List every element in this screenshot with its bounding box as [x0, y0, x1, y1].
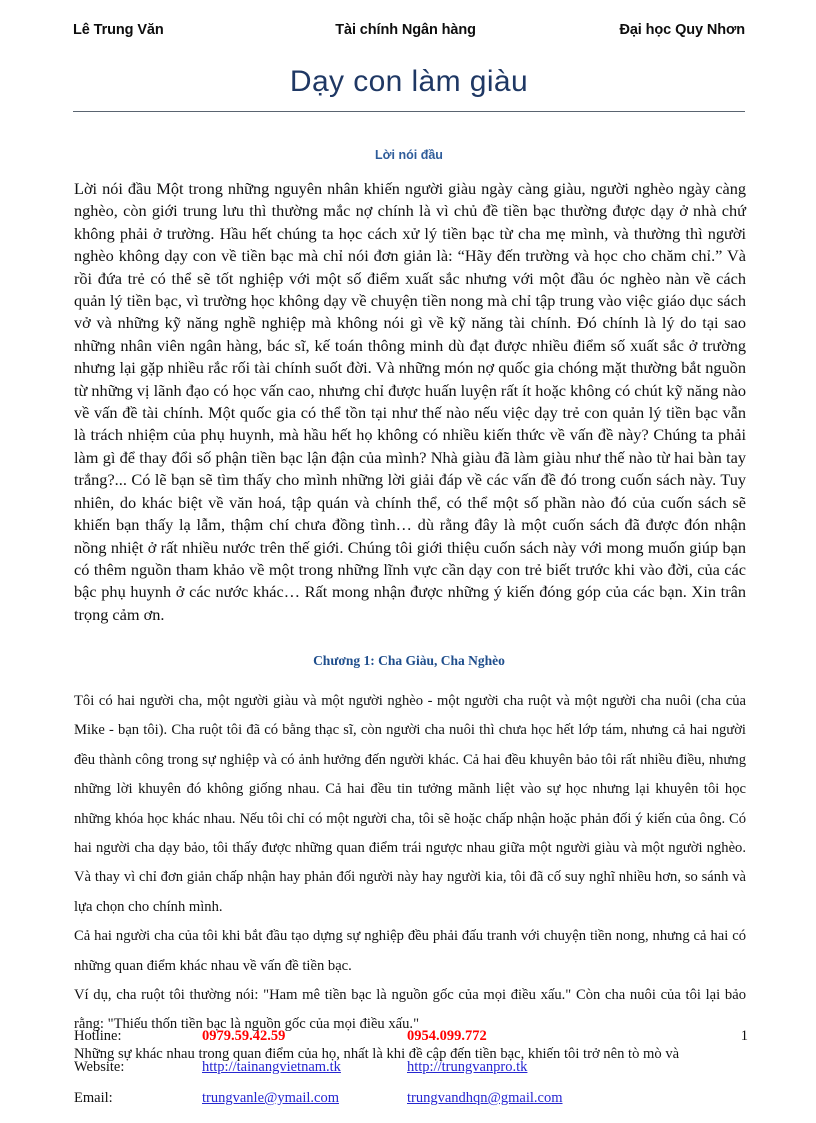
email-label: Email:	[74, 1090, 113, 1106]
footer-row-email	[74, 1090, 746, 1121]
footer-row-hotline	[74, 1028, 746, 1059]
footer-row-website	[74, 1059, 746, 1090]
header-institution: Đại học Quy Nhơn	[619, 22, 745, 38]
email-link-secondary[interactable]: trungvandhqn@gmail.com	[407, 1090, 563, 1106]
preface-heading: Lời nói đầu	[375, 148, 443, 162]
website-link-primary[interactable]: http://tainangvietnam.tk	[202, 1059, 341, 1075]
document-footer	[74, 1028, 746, 1121]
chapter-paragraph: Những sự khác nhau trong quan điểm của họ, nhất là khi đề cập đến tiền bạc, khiến tôi trở nên tò mò và	[74, 1045, 680, 1062]
website-link-secondary[interactable]: http://trungvanpro.tk	[407, 1059, 528, 1075]
title-divider	[73, 111, 745, 112]
page-number: 1	[740, 1028, 748, 1044]
running-header	[73, 22, 745, 38]
email-link-primary[interactable]: trungvanle@ymail.com	[202, 1090, 339, 1106]
header-subject: Tài chính Ngân hàng	[335, 22, 476, 38]
preface-body: Lời nói đầu Một trong những nguyên nhân khiến người giàu ngày càng giàu, người nghèo ngày càng nghèo, còn giới trung lưu thì thường mắc nợ chính là vì chủ đề tiền bạc thường được dạy ở nhà chứ không phải ở trường. Hầu hết chúng ta học cách xử lý tiền bạc từ cha mẹ mình, và thường thì người nghèo không dạy con về tiền bạc mà chỉ nói đơn giản là: “Hãy đến trường và học cho chăm chỉ.” Và rồi đứa trẻ có thể sẽ tốt nghiệp với một số điểm xuất sắc nhưng với một đầu óc nghèo nàn về cách quản lý tiền bạc, vì trường học không dạy về chuyện tiền nong mà chỉ tập trung vào việc giáo dục sách vở và những kỹ năng nghề nghiệp mà không nói gì về kỹ năng tài chính. Đó chính là lý do tại sao những nhân viên ngân hàng, bác sĩ, kế toán thông minh dù đạt được nhiều điểm số xuất sắc ở trường nhưng lại gặp nhiều rắc rối tài chính suốt đời. Và những món nợ quốc gia chóng mặt thường bắt nguồn từ những vị lãnh đạo có học vấn cao, nhưng chỉ được huấn luyện rất ít hoặc không có chút kỹ năng nào về vấn đề tài chính. Một quốc gia có thể tồn tại như thế nào nếu việc dạy trẻ con quản lý tiền bạc vẫn là trách nhiệm của phụ huynh, mà hầu hết họ không có nhiều kiến thức về vấn đề này? Chúng ta phải làm gì để thay đổi số phận tiền bạc lận đận của mình? Nhà giàu đã làm giàu như thế nào từ hai bàn tay trắng?... Có lẽ bạn sẽ tìm thấy cho mình những lời giải đáp về các vấn đề đó trong cuốn sách này. Tuy nhiên, do khác biệt về văn hoá, tập quán và chính thể, có thể một số phần nào đó của cuốn sách sẽ khiến bạn thấy lạ lẫm, thậm chí chưa đồng tình… dù rằng đây là một cuốn sách đã được đón nhận nồng nhiệt ở rất nhiều nước trên thế giới. Chúng tôi giới thiệu cuốn sách này với mong muốn giúp bạn có thêm nguồn tham khảo về một trong những lĩnh vực cần dạy con trẻ biết trước khi vào đời, của các bậc phụ huynh ở các nước khác… Rất mong nhận được những ý kiến đóng góp của các bạn. Xin trân trọng cảm ơn.	[74, 179, 746, 624]
website-label: Website:	[74, 1059, 125, 1075]
chapter-paragraph: Tôi có hai người cha, một người giàu và một người nghèo - một người cha ruột và một người cha nuôi (cha của Mike - bạn tôi). Cha ruột tôi đã có bằng thạc sĩ, còn người cha nuôi thì chưa học hết lớp tám, nhưng cả hai người đều thành công trong sự nghiệp và có ảnh hưởng đến người khác. Cả hai đều khuyên bảo tôi rất nhiều điều, nhưng những lời khuyên đó không giống nhau. Cả hai đều tin tưởng mãnh liệt vào sự học nhưng lại khuyên tôi học những khóa học khác nhau. Nếu tôi chỉ có một người cha, tôi sẽ hoặc chấp nhận hoặc phản đối ý kiến của ông. Có hai người cha dạy bảo, tôi thấy được những quan điểm trái ngược nhau giữa một người giàu và một người nghèo. Và thay vì chỉ đơn giản chấp nhận hay phản đối người này hay người kia, tôi đã cố suy nghĩ nhiều hơn, so sánh và lựa chọn cho chính mình.	[74, 693, 746, 915]
hotline-number-primary: 0979.59.42.59	[202, 1028, 286, 1044]
hotline-number-secondary: 0954.099.772	[407, 1028, 487, 1044]
hotline-label: Hotline:	[74, 1028, 122, 1044]
chapter-paragraph: Ví dụ, cha ruột tôi thường nói: "Ham mê tiền bạc là nguồn gốc của mọi điều xấu." Còn cha nuôi của tôi lại bảo rằng: "Thiếu thốn tiền bạc là nguồn gốc của mọi điều xấu."	[74, 987, 746, 1033]
chapter-heading: Chương 1: Cha Giàu, Cha Nghèo	[313, 653, 505, 668]
page-title: Dạy con làm giàu	[289, 65, 529, 98]
header-author: Lê Trung Văn	[73, 22, 164, 38]
chapter-body	[74, 687, 746, 1069]
chapter-paragraph: Cả hai người cha của tôi khi bắt đầu tạo dựng sự nghiệp đều phải đấu tranh với chuyện tiền nong, nhưng cả hai có những quan điểm khác nhau về vấn đề tiền bạc.	[74, 928, 746, 974]
